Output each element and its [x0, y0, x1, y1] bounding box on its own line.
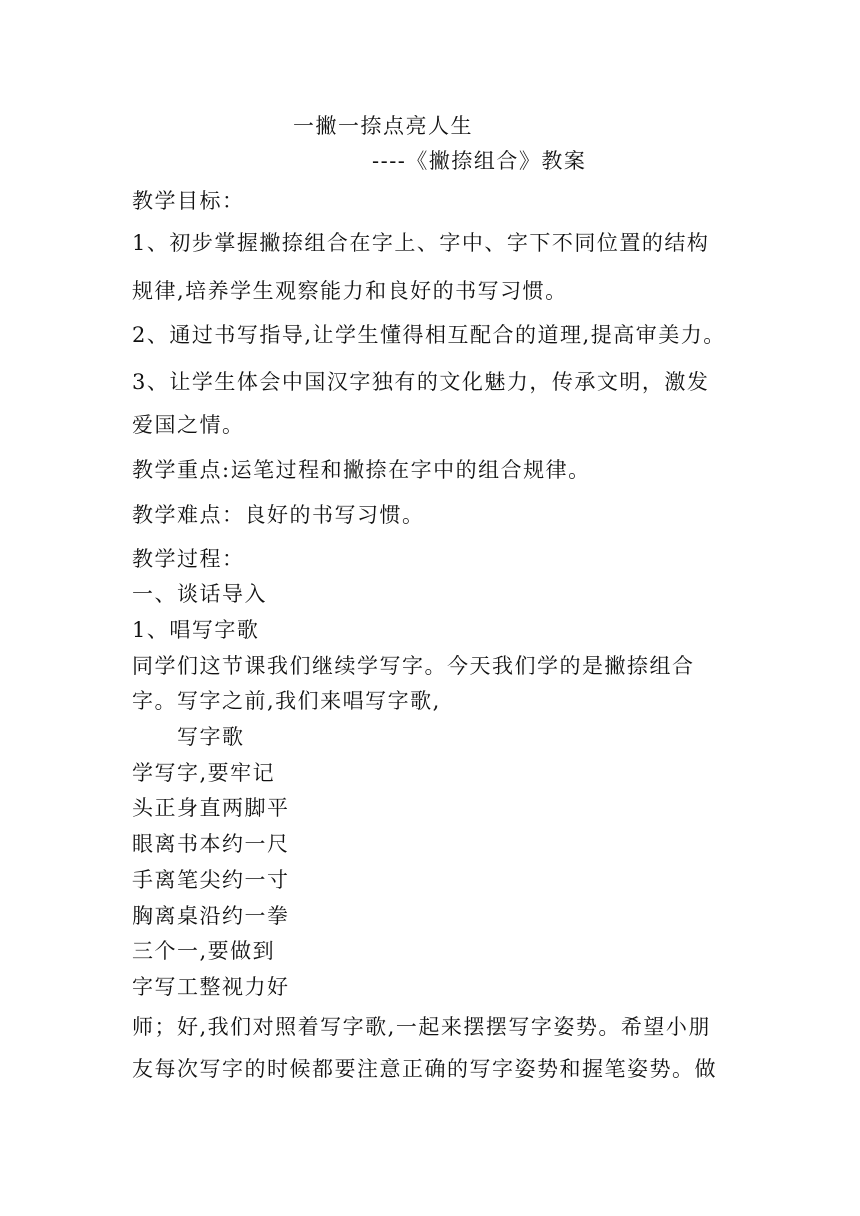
paragraph-line: 友每次写字的时候都要注意正确的写字姿势和握笔姿势。做: [132, 1057, 717, 1081]
paragraph-line: 爱国之情。: [132, 413, 245, 437]
paragraph-line: 字。写字之前,我们来唱写字歌,: [132, 689, 441, 713]
section-heading-goals: 教学目标：: [132, 189, 245, 213]
song-title: 写字歌: [177, 725, 245, 749]
paragraph-line: 1、初步掌握撇捺组合在字上、字中、字下不同位置的结构: [132, 231, 710, 255]
song-line: 学写字,要牢记: [132, 761, 276, 785]
document-title: 一撇一捺点亮人生: [293, 114, 473, 138]
paragraph-line: 3、让学生体会中国汉字独有的文化魅力，传承文明，激发: [132, 370, 710, 394]
subsection-heading: 1、唱写字歌: [132, 618, 260, 642]
document-subtitle: ----《撇捺组合》教案: [372, 149, 587, 173]
subsection-heading: 一、谈话导入: [132, 582, 267, 606]
paragraph-line: 规律,培养学生观察能力和良好的书写习惯。: [132, 279, 568, 303]
paragraph-line: 2、通过书写指导,让学生懂得相互配合的道理,提高审美力。: [132, 323, 726, 347]
paragraph-line: 师；好,我们对照着写字歌,一起来摆摆写字姿势。希望小朋: [132, 1015, 711, 1039]
section-heading-difficulties: 教学难点：良好的书写习惯。: [132, 503, 425, 527]
song-line: 三个一,要做到: [132, 939, 276, 963]
song-line: 胸离桌沿约一拳: [132, 904, 290, 928]
paragraph-line: 同学们这节课我们继续学写字。今天我们学的是撇捺组合: [132, 654, 695, 678]
song-line: 字写工整视力好: [132, 975, 290, 999]
song-line: 眼离书本约一尺: [132, 832, 290, 856]
section-heading-process: 教学过程：: [132, 547, 245, 571]
song-line: 头正身直两脚平: [132, 796, 290, 820]
section-heading-key-points: 教学重点:运笔过程和撇捺在字中的组合规律。: [132, 458, 591, 482]
song-line: 手离笔尖约一寸: [132, 868, 290, 892]
